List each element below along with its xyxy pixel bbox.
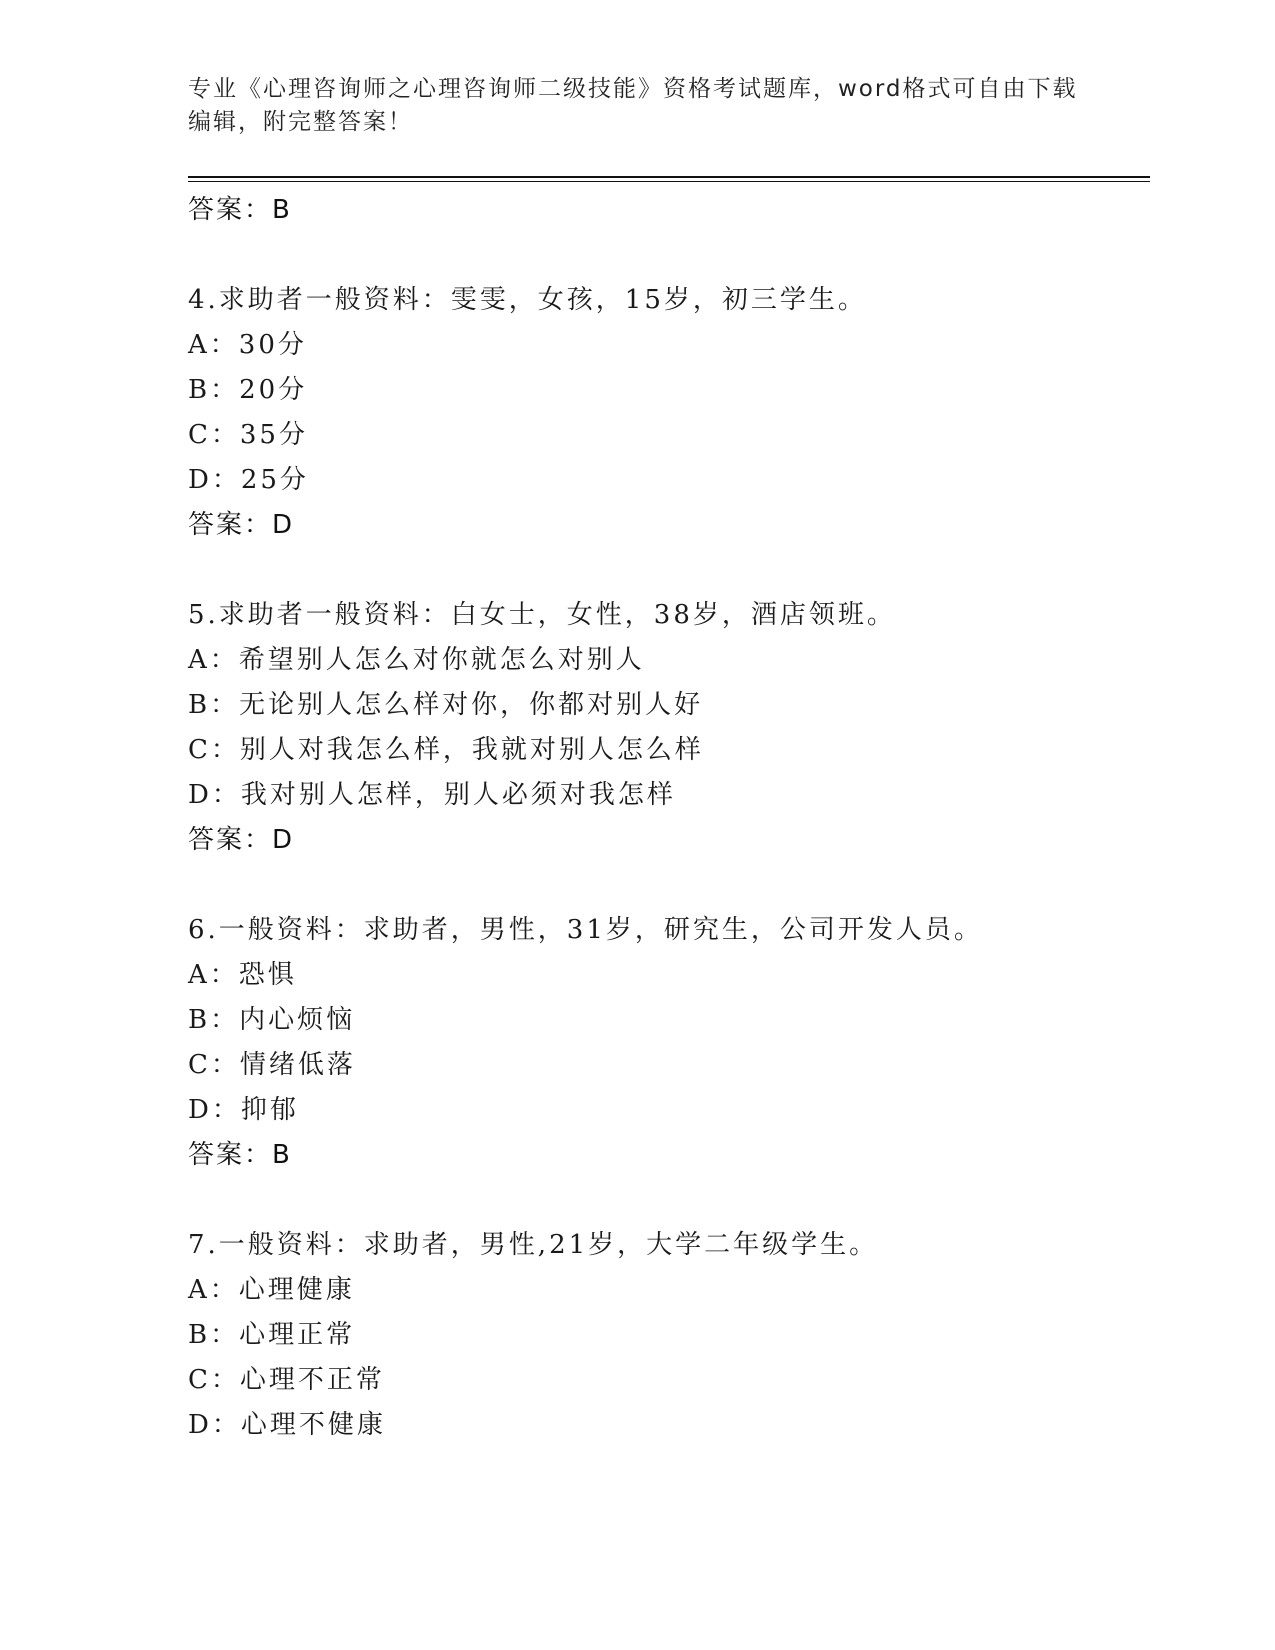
option-a: A：恐惧 (188, 960, 297, 990)
option-a: A：30分 (188, 330, 307, 360)
document-header (188, 73, 1088, 139)
option-c: C：35分 (188, 420, 308, 450)
answer-label: 答案：D (188, 825, 295, 855)
divider-thin-line (188, 181, 1150, 182)
option-a: A：心理健康 (188, 1275, 355, 1305)
option-b: B：无论别人怎么样对你，你都对别人好 (188, 690, 704, 720)
option-c: C：别人对我怎么样，我就对别人怎么样 (188, 735, 704, 765)
answer-label: 答案：B (188, 1140, 292, 1170)
question-stem: 7.一般资料：求助者，男性,21岁，大学二年级学生。 (188, 1230, 879, 1260)
option-d: D：抑郁 (188, 1095, 299, 1125)
question-item (188, 908, 1148, 1178)
header-line-1: 专业《心理咨询师之心理咨询师二级技能》资格考试题库，word格式可自由下载 (188, 76, 1078, 102)
option-a: A：希望别人怎么对你就怎么对别人 (188, 645, 645, 675)
header-line-2: 编辑，附完整答案！ (188, 109, 413, 135)
question-list (188, 188, 1148, 1448)
option-b: B：20分 (188, 375, 308, 405)
header-divider (188, 176, 1150, 182)
option-d: D：我对别人怎样，别人必须对我怎样 (188, 780, 676, 810)
option-c: C：心理不正常 (188, 1365, 385, 1395)
question-stem: 6.一般资料：求助者，男性，31岁，研究生，公司开发人员。 (188, 915, 983, 945)
question-stem: 5.求助者一般资料：白女士，女性，38岁，酒店领班。 (188, 600, 896, 630)
option-d: D：25分 (188, 465, 309, 495)
question-item (188, 593, 1148, 863)
question-item (188, 1223, 1148, 1448)
option-b: B：内心烦恼 (188, 1005, 356, 1035)
question-item (188, 278, 1148, 548)
option-b: B：心理正常 (188, 1320, 356, 1350)
question-stem: 4.求助者一般资料：雯雯，女孩，15岁，初三学生。 (188, 285, 867, 315)
answer-label: 答案：D (188, 510, 295, 540)
option-c: C：情绪低落 (188, 1050, 356, 1080)
answer-label: 答案：B (188, 195, 292, 225)
option-d: D：心理不健康 (188, 1410, 386, 1440)
